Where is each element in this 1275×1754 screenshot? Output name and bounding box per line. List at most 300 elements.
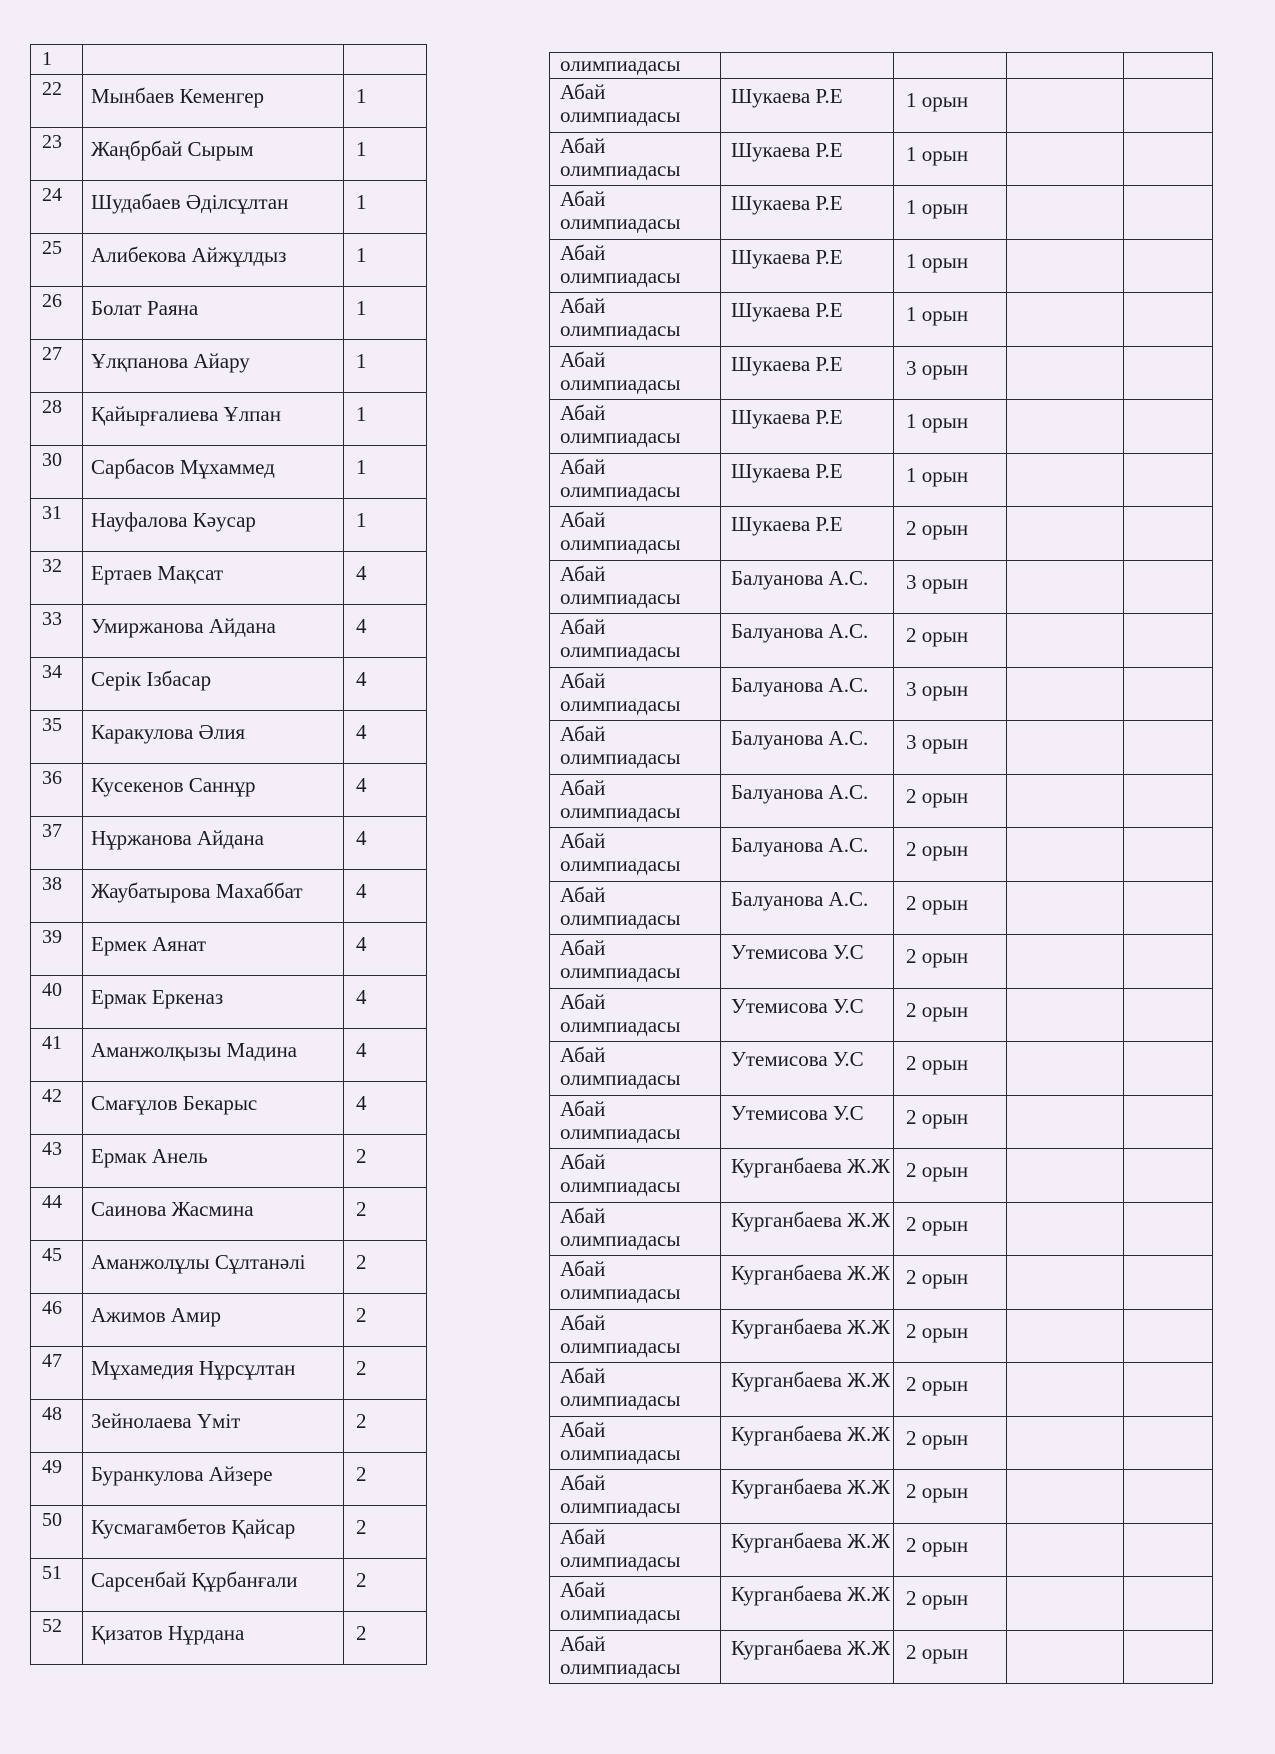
empty-cell <box>1007 774 1124 828</box>
place-cell: 2 орын <box>894 1042 1007 1096</box>
place-cell: 2 орын <box>894 1470 1007 1524</box>
grade-cell: 1 <box>344 234 427 287</box>
empty-cell <box>1007 1523 1124 1577</box>
place-cell: 2 орын <box>894 1202 1007 1256</box>
student-name-cell: Умиржанова Айдана <box>83 605 344 658</box>
student-name-cell: Ұлқпанова Айару <box>83 340 344 393</box>
table-row <box>550 1149 1213 1203</box>
empty-cell <box>1007 346 1124 400</box>
student-name-cell: Қайырғалиева Ұлпан <box>83 393 344 446</box>
table-row <box>550 293 1213 347</box>
grade-cell: 2 <box>344 1347 427 1400</box>
student-name-cell: Мұхамедия Нұрсұлтан <box>83 1347 344 1400</box>
event-cell: Абай олимпиадасы <box>550 186 721 240</box>
table-row <box>550 1577 1213 1631</box>
empty-cell <box>1124 1470 1213 1524</box>
empty-cell <box>1007 507 1124 561</box>
grade-cell: 4 <box>344 552 427 605</box>
event-cell: Абай олимпиадасы <box>550 1523 721 1577</box>
teacher-cell: Балуанова А.С. <box>721 614 894 668</box>
table-row <box>550 1363 1213 1417</box>
empty-cell <box>1007 667 1124 721</box>
table-row <box>550 1202 1213 1256</box>
teacher-cell: Утемисова У.С <box>721 935 894 989</box>
empty-cell <box>1124 53 1213 79</box>
place-cell: 2 орын <box>894 774 1007 828</box>
teacher-cell: Курганбаева Ж.Ж <box>721 1149 894 1203</box>
student-name-cell: Аманжолқызы Мадина <box>83 1029 344 1082</box>
event-cell: Абай олимпиадасы <box>550 721 721 775</box>
row-number-cell: 52 <box>31 1612 83 1665</box>
teacher-cell: Курганбаева Ж.Ж <box>721 1202 894 1256</box>
empty-cell <box>1007 560 1124 614</box>
row-number-cell: 48 <box>31 1400 83 1453</box>
empty-cell <box>1007 1416 1124 1470</box>
place-cell: 2 орын <box>894 828 1007 882</box>
student-name-cell: Сарсенбай Құрбанғали <box>83 1559 344 1612</box>
teacher-cell: Шукаева Р.Е <box>721 507 894 561</box>
teacher-cell: Курганбаева Ж.Ж <box>721 1523 894 1577</box>
teacher-cell: Курганбаева Ж.Ж <box>721 1309 894 1363</box>
row-number-cell: 42 <box>31 1082 83 1135</box>
table-row <box>550 1042 1213 1096</box>
student-name-cell: Жаубатырова Махаббат <box>83 870 344 923</box>
empty-cell <box>1007 614 1124 668</box>
table-row <box>31 1347 427 1400</box>
empty-cell <box>1124 346 1213 400</box>
row-number-cell: 23 <box>31 128 83 181</box>
table-row <box>31 234 427 287</box>
empty-cell <box>1007 828 1124 882</box>
place-cell: 1 орын <box>894 400 1007 454</box>
empty-cell <box>1007 132 1124 186</box>
teacher-cell: Курганбаева Ж.Ж <box>721 1363 894 1417</box>
place-cell: 1 орын <box>894 132 1007 186</box>
table-row <box>550 186 1213 240</box>
teacher-cell: Шукаева Р.Е <box>721 346 894 400</box>
teacher-cell: Шукаева Р.Е <box>721 239 894 293</box>
table-row <box>31 393 427 446</box>
grade-cell: 1 <box>344 446 427 499</box>
grade-cell: 4 <box>344 711 427 764</box>
teacher-cell: Шукаева Р.Е <box>721 132 894 186</box>
empty-cell <box>1124 1523 1213 1577</box>
empty-cell <box>1007 988 1124 1042</box>
table-row <box>31 1506 427 1559</box>
table-row <box>550 828 1213 882</box>
empty-cell <box>1124 1256 1213 1310</box>
table-row <box>31 1453 427 1506</box>
table-row <box>550 239 1213 293</box>
empty-cell <box>1007 721 1124 775</box>
grade-cell: 1 <box>344 75 427 128</box>
student-name-cell: Сарбасов Мұхаммед <box>83 446 344 499</box>
teacher-cell: Балуанова А.С. <box>721 828 894 882</box>
grade-cell: 4 <box>344 923 427 976</box>
table-row <box>31 1400 427 1453</box>
row-number-cell: 26 <box>31 287 83 340</box>
place-cell: 2 орын <box>894 1149 1007 1203</box>
table-row <box>550 400 1213 454</box>
student-name-cell: Нұржанова Айдана <box>83 817 344 870</box>
event-cell: Абай олимпиадасы <box>550 560 721 614</box>
teacher-cell: Шукаева Р.Е <box>721 293 894 347</box>
grade-cell: 1 <box>344 393 427 446</box>
table-row <box>550 346 1213 400</box>
student-name-cell: Жаңбрбай Сырым <box>83 128 344 181</box>
table-row <box>550 1095 1213 1149</box>
event-cell: Абай олимпиадасы <box>550 1363 721 1417</box>
empty-cell <box>1007 53 1124 79</box>
event-cell: Абай олимпиадасы <box>550 79 721 133</box>
event-cell: Абай олимпиадасы <box>550 1416 721 1470</box>
student-name-cell: Шудабаев Әділсұлтан <box>83 181 344 234</box>
place-cell: 2 орын <box>894 881 1007 935</box>
event-cell: Абай олимпиадасы <box>550 1202 721 1256</box>
table-row <box>31 870 427 923</box>
table-row <box>31 1029 427 1082</box>
grade-cell: 2 <box>344 1241 427 1294</box>
row-number-cell: 37 <box>31 817 83 870</box>
empty-cell <box>1124 560 1213 614</box>
teacher-cell: Балуанова А.С. <box>721 560 894 614</box>
event-cell: Абай олимпиадасы <box>550 881 721 935</box>
place-cell: 2 орын <box>894 935 1007 989</box>
event-cell: Абай олимпиадасы <box>550 935 721 989</box>
table-row <box>550 667 1213 721</box>
student-name-cell: Каракулова Әлия <box>83 711 344 764</box>
event-cell: Абай олимпиадасы <box>550 1042 721 1096</box>
place-cell: 2 орын <box>894 1256 1007 1310</box>
grade-cell: 4 <box>344 870 427 923</box>
row-number-cell: 51 <box>31 1559 83 1612</box>
empty-cell <box>1124 1577 1213 1631</box>
event-cell: Абай олимпиадасы <box>550 828 721 882</box>
empty-cell <box>1124 132 1213 186</box>
place-cell: 2 орын <box>894 1363 1007 1417</box>
row-number-cell: 38 <box>31 870 83 923</box>
student-name-cell: Алибекова Айжұлдыз <box>83 234 344 287</box>
empty-cell <box>1124 507 1213 561</box>
student-name-cell: Науфалова Кәусар <box>83 499 344 552</box>
teacher-cell: Курганбаева Ж.Ж <box>721 1256 894 1310</box>
table-row <box>550 1256 1213 1310</box>
empty-cell <box>1124 935 1213 989</box>
teacher-cell: Шукаева Р.Е <box>721 453 894 507</box>
row-number-cell: 22 <box>31 75 83 128</box>
event-cell: Абай олимпиадасы <box>550 507 721 561</box>
empty-cell <box>1124 400 1213 454</box>
row-number-cell: 34 <box>31 658 83 711</box>
teacher-cell <box>721 53 894 79</box>
empty-cell <box>1007 400 1124 454</box>
place-cell: 3 орын <box>894 346 1007 400</box>
table-row <box>31 658 427 711</box>
table-row <box>31 1559 427 1612</box>
grade-cell: 4 <box>344 817 427 870</box>
row-number-cell: 47 <box>31 1347 83 1400</box>
grade-cell <box>344 45 427 75</box>
event-cell: Абай олимпиадасы <box>550 453 721 507</box>
teacher-cell: Курганбаева Ж.Ж <box>721 1630 894 1684</box>
student-name-cell: Буранкулова Айзере <box>83 1453 344 1506</box>
table-row <box>31 923 427 976</box>
grade-cell: 4 <box>344 976 427 1029</box>
row-number-cell: 39 <box>31 923 83 976</box>
place-cell: 2 орын <box>894 507 1007 561</box>
place-cell: 2 орын <box>894 1095 1007 1149</box>
teacher-cell: Балуанова А.С. <box>721 667 894 721</box>
empty-cell <box>1124 79 1213 133</box>
table-row <box>31 552 427 605</box>
grade-cell: 2 <box>344 1453 427 1506</box>
row-number-cell: 40 <box>31 976 83 1029</box>
table-row <box>550 79 1213 133</box>
table-row <box>550 1309 1213 1363</box>
table-row <box>31 1612 427 1665</box>
grade-cell: 4 <box>344 1029 427 1082</box>
place-cell: 1 орын <box>894 79 1007 133</box>
place-cell: 1 орын <box>894 293 1007 347</box>
table-row <box>550 507 1213 561</box>
empty-cell <box>1124 1202 1213 1256</box>
student-name-cell: Ертаев Мақсат <box>83 552 344 605</box>
table-row <box>550 1630 1213 1684</box>
event-cell: Абай олимпиадасы <box>550 988 721 1042</box>
event-cell: Абай олимпиадасы <box>550 1470 721 1524</box>
grade-cell: 2 <box>344 1559 427 1612</box>
table-row <box>31 446 427 499</box>
row-number-cell: 36 <box>31 764 83 817</box>
teacher-cell: Утемисова У.С <box>721 1042 894 1096</box>
table-row <box>31 605 427 658</box>
empty-cell <box>1124 1042 1213 1096</box>
empty-cell <box>1124 881 1213 935</box>
grade-cell: 1 <box>344 128 427 181</box>
student-name-cell: Ермак Анель <box>83 1135 344 1188</box>
teacher-cell: Шукаева Р.Е <box>721 79 894 133</box>
event-cell: Абай олимпиадасы <box>550 239 721 293</box>
row-number-cell: 32 <box>31 552 83 605</box>
empty-cell <box>1007 293 1124 347</box>
grade-cell: 2 <box>344 1506 427 1559</box>
table-row <box>550 1416 1213 1470</box>
event-cell: Абай олимпиадасы <box>550 1256 721 1310</box>
event-cell: Абай олимпиадасы <box>550 132 721 186</box>
empty-cell <box>1007 1042 1124 1096</box>
empty-cell <box>1007 1630 1124 1684</box>
table-row <box>31 1294 427 1347</box>
place-cell: 2 орын <box>894 988 1007 1042</box>
table-row <box>31 287 427 340</box>
empty-cell <box>1007 453 1124 507</box>
student-name-cell: Аманжолұлы Сұлтанәлі <box>83 1241 344 1294</box>
event-cell: Абай олимпиадасы <box>550 1309 721 1363</box>
row-number-cell: 44 <box>31 1188 83 1241</box>
empty-cell <box>1124 239 1213 293</box>
teacher-cell: Курганбаева Ж.Ж <box>721 1470 894 1524</box>
table-row <box>550 53 1213 79</box>
student-name-cell: Қизатов Нұрдана <box>83 1612 344 1665</box>
table-row <box>550 721 1213 775</box>
row-number-cell: 24 <box>31 181 83 234</box>
empty-cell <box>1124 1363 1213 1417</box>
empty-cell <box>1007 881 1124 935</box>
results-table <box>549 52 1213 1684</box>
empty-cell <box>1124 293 1213 347</box>
table-row <box>550 560 1213 614</box>
empty-cell <box>1007 186 1124 240</box>
student-name-cell: Мынбаев Кеменгер <box>83 75 344 128</box>
place-cell: 2 орын <box>894 1416 1007 1470</box>
empty-cell <box>1124 774 1213 828</box>
table-row <box>31 764 427 817</box>
empty-cell <box>1007 1149 1124 1203</box>
table-row <box>31 1082 427 1135</box>
place-cell: 2 орын <box>894 1309 1007 1363</box>
event-cell: Абай олимпиадасы <box>550 614 721 668</box>
empty-cell <box>1124 1416 1213 1470</box>
empty-cell <box>1124 828 1213 882</box>
student-name-cell: Болат Раяна <box>83 287 344 340</box>
empty-cell <box>1124 1630 1213 1684</box>
grade-cell: 1 <box>344 499 427 552</box>
place-cell: 1 орын <box>894 453 1007 507</box>
table-row <box>550 988 1213 1042</box>
table-row <box>31 128 427 181</box>
table-row <box>550 1470 1213 1524</box>
grade-cell: 1 <box>344 181 427 234</box>
row-number-cell: 49 <box>31 1453 83 1506</box>
row-number-cell: 35 <box>31 711 83 764</box>
table-row <box>31 711 427 764</box>
student-name-cell: Ермек Аянат <box>83 923 344 976</box>
empty-cell <box>1124 186 1213 240</box>
teacher-cell: Утемисова У.С <box>721 1095 894 1149</box>
empty-cell <box>1007 1577 1124 1631</box>
table-row <box>550 774 1213 828</box>
table-row <box>31 976 427 1029</box>
grade-cell: 4 <box>344 764 427 817</box>
row-number-cell: 25 <box>31 234 83 287</box>
grade-cell: 2 <box>344 1135 427 1188</box>
student-name-cell: Ермак Еркеназ <box>83 976 344 1029</box>
row-number-cell: 28 <box>31 393 83 446</box>
event-cell: Абай олимпиадасы <box>550 293 721 347</box>
student-name-cell: Саинова Жасмина <box>83 1188 344 1241</box>
table-row <box>31 1241 427 1294</box>
table-row <box>31 181 427 234</box>
table-row <box>31 340 427 393</box>
empty-cell <box>1007 1256 1124 1310</box>
row-number-cell: 43 <box>31 1135 83 1188</box>
row-number-cell: 46 <box>31 1294 83 1347</box>
teacher-cell: Утемисова У.С <box>721 988 894 1042</box>
place-cell: 1 орын <box>894 186 1007 240</box>
student-name-cell: Кусекенов Саннұр <box>83 764 344 817</box>
grade-cell: 2 <box>344 1188 427 1241</box>
table-row <box>31 45 427 75</box>
event-cell: Абай олимпиадасы <box>550 667 721 721</box>
empty-cell <box>1007 1309 1124 1363</box>
place-cell: 2 орын <box>894 1630 1007 1684</box>
results-table-body <box>550 53 1213 1684</box>
empty-cell <box>1007 239 1124 293</box>
table-row <box>550 453 1213 507</box>
table-row <box>550 614 1213 668</box>
row-number-cell: 45 <box>31 1241 83 1294</box>
row-number-cell: 31 <box>31 499 83 552</box>
table-row <box>31 499 427 552</box>
empty-cell <box>1124 453 1213 507</box>
place-cell: 2 орын <box>894 1523 1007 1577</box>
event-cell: Абай олимпиадасы <box>550 1149 721 1203</box>
event-cell: олимпиадасы <box>550 53 721 79</box>
teacher-cell: Курганбаева Ж.Ж <box>721 1577 894 1631</box>
empty-cell <box>1007 79 1124 133</box>
teacher-cell: Балуанова А.С. <box>721 774 894 828</box>
table-row <box>550 132 1213 186</box>
place-cell <box>894 53 1007 79</box>
student-name-cell: Кусмагамбетов Қайсар <box>83 1506 344 1559</box>
grade-cell: 4 <box>344 1082 427 1135</box>
table-row <box>550 935 1213 989</box>
empty-cell <box>1007 1470 1124 1524</box>
grade-cell: 4 <box>344 658 427 711</box>
event-cell: Абай олимпиадасы <box>550 1577 721 1631</box>
place-cell: 2 орын <box>894 614 1007 668</box>
students-table-body <box>31 45 427 1665</box>
empty-cell <box>1124 988 1213 1042</box>
event-cell: Абай олимпиадасы <box>550 346 721 400</box>
place-cell: 3 орын <box>894 667 1007 721</box>
teacher-cell: Шукаева Р.Е <box>721 186 894 240</box>
grade-cell: 1 <box>344 287 427 340</box>
student-name-cell: Зейнолаева Үміт <box>83 1400 344 1453</box>
place-cell: 2 орын <box>894 1577 1007 1631</box>
grade-cell: 2 <box>344 1612 427 1665</box>
students-table <box>30 44 427 1665</box>
grade-cell: 2 <box>344 1400 427 1453</box>
event-cell: Абай олимпиадасы <box>550 1630 721 1684</box>
event-cell: Абай олимпиадасы <box>550 400 721 454</box>
empty-cell <box>1007 935 1124 989</box>
table-row <box>31 1135 427 1188</box>
empty-cell <box>1007 1202 1124 1256</box>
place-cell: 3 орын <box>894 721 1007 775</box>
row-number-cell: 30 <box>31 446 83 499</box>
place-cell: 3 орын <box>894 560 1007 614</box>
empty-cell <box>1007 1363 1124 1417</box>
row-number-cell: 33 <box>31 605 83 658</box>
row-number-cell: 41 <box>31 1029 83 1082</box>
teacher-cell: Балуанова А.С. <box>721 721 894 775</box>
student-name-cell: Серік Ізбасар <box>83 658 344 711</box>
table-row <box>31 817 427 870</box>
student-name-cell: Ажимов Амир <box>83 1294 344 1347</box>
table-row <box>31 75 427 128</box>
row-number-cell: 1 <box>31 45 83 75</box>
table-row <box>550 1523 1213 1577</box>
event-cell: Абай олимпиадасы <box>550 1095 721 1149</box>
empty-cell <box>1124 667 1213 721</box>
empty-cell <box>1124 1149 1213 1203</box>
table-row <box>31 1188 427 1241</box>
empty-cell <box>1124 1095 1213 1149</box>
empty-cell <box>1124 614 1213 668</box>
row-number-cell: 50 <box>31 1506 83 1559</box>
empty-cell <box>1007 1095 1124 1149</box>
